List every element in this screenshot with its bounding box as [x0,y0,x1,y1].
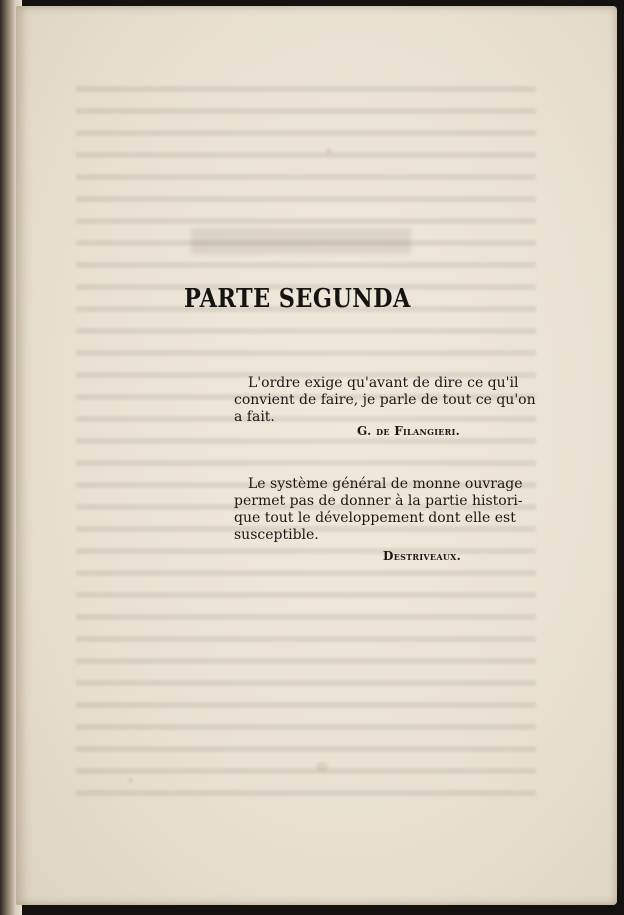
epigraph-2-line-4: susceptible. [234,527,319,543]
epigraph-1-author: G. de Filangieri. [357,424,461,438]
epigraph-1-line-3: a fait. [234,409,275,425]
show-through-text [76,86,536,806]
epigraph-2-author: Destriveaux. [383,549,462,563]
epigraph-2-line-3: que tout le développement dont elle est [234,510,516,526]
epigraph-2-line-1: Le système général de monne ouvrage [248,476,523,492]
foxing-stain [128,778,133,783]
epigraph-1-line-2: convient de faire, je parle de tout ce qu'on [234,392,536,408]
show-through-heading [191,228,411,254]
epigraph-1-line-1: L'ordre exige qu'avant de dire ce qu'il [248,375,519,391]
epigraph-1 [234,375,536,426]
page-heading: PARTE SEGUNDA [184,284,411,314]
foxing-stain [316,762,328,772]
book-page [16,6,617,905]
epigraph-2 [234,476,523,544]
foxing-stain [326,148,332,154]
epigraph-2-line-2: permet pas de donner à la partie histori- [234,493,523,509]
